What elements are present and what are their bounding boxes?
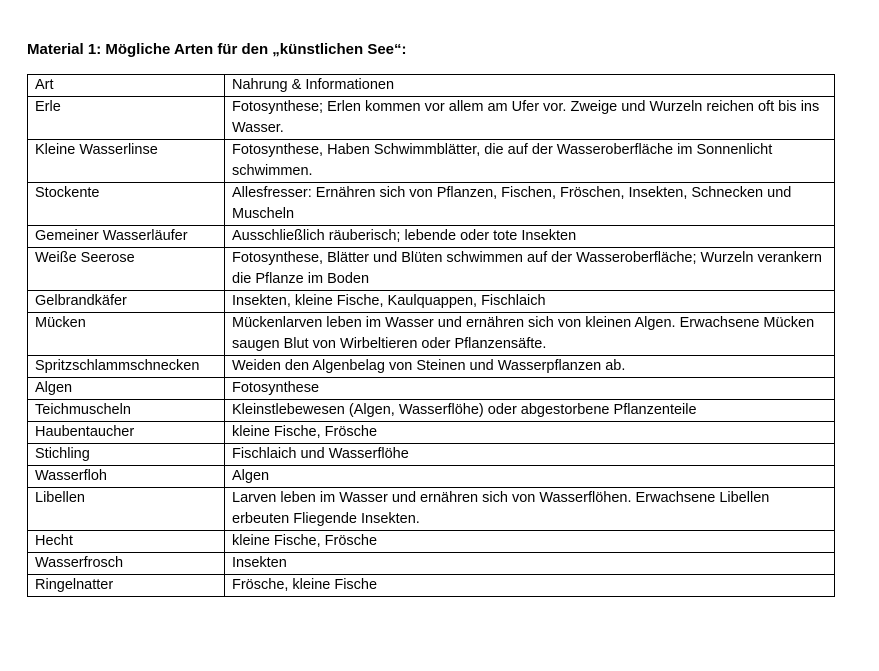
species-name: Gelbrandkäfer: [28, 291, 225, 313]
species-name: Teichmuscheln: [28, 400, 225, 422]
species-table: [27, 74, 835, 597]
table-row: [28, 531, 835, 553]
table-row: [28, 97, 835, 140]
table-row: [28, 356, 835, 378]
species-name: Stockente: [28, 183, 225, 226]
table-row: [28, 313, 835, 356]
page-title: Material 1: Mögliche Arten für den „künstlichen See“:: [27, 41, 407, 58]
species-name: Haubentaucher: [28, 422, 225, 444]
table-row: [28, 226, 835, 248]
species-info: Allesfresser: Ernähren sich von Pflanzen, Fischen, Fröschen, Insekten, Schnecken und Muscheln: [225, 183, 835, 226]
species-info: Insekten: [225, 553, 835, 575]
species-info: Larven leben im Wasser und ernähren sich von Wasserflöhen. Erwachsene Libellen erbeuten Fliegende Insekten.: [225, 488, 835, 531]
species-info: Frösche, kleine Fische: [225, 575, 835, 597]
table-row: [28, 553, 835, 575]
species-info: Kleinstlebewesen (Algen, Wasserflöhe) oder abgestorbene Pflanzenteile: [225, 400, 835, 422]
species-name: Gemeiner Wasserläufer: [28, 226, 225, 248]
species-info: Fotosynthese, Haben Schwimmblätter, die auf der Wasseroberfläche im Sonnenlicht schwimmen.: [225, 140, 835, 183]
table-row: [28, 422, 835, 444]
species-name: Mücken: [28, 313, 225, 356]
species-info: Fotosynthese: [225, 378, 835, 400]
species-info: Mückenlarven leben im Wasser und ernähren sich von kleinen Algen. Erwachsene Mücken saugen Blut von Wirbeltieren oder Pflanzensäfte.: [225, 313, 835, 356]
table-row: [28, 400, 835, 422]
column-header-info: Nahrung & Informationen: [225, 75, 835, 97]
species-name: Weiße Seerose: [28, 248, 225, 291]
species-name: Algen: [28, 378, 225, 400]
species-name: Libellen: [28, 488, 225, 531]
table-row: [28, 183, 835, 226]
species-info: Algen: [225, 466, 835, 488]
table-row: [28, 140, 835, 183]
column-header-art: Art: [28, 75, 225, 97]
table-row: [28, 466, 835, 488]
species-name: Ringelnatter: [28, 575, 225, 597]
species-info: Fotosynthese, Blätter und Blüten schwimmen auf der Wasseroberfläche; Wurzeln verankern die Pflanze im Boden: [225, 248, 835, 291]
table-row: [28, 488, 835, 531]
species-info: kleine Fische, Frösche: [225, 531, 835, 553]
table-header-row: [28, 75, 835, 97]
species-name: Stichling: [28, 444, 225, 466]
species-name: Erle: [28, 97, 225, 140]
table-row: [28, 291, 835, 313]
species-name: Wasserfrosch: [28, 553, 225, 575]
table-row: [28, 248, 835, 291]
species-info: kleine Fische, Frösche: [225, 422, 835, 444]
species-info: Ausschließlich räuberisch; lebende oder tote Insekten: [225, 226, 835, 248]
species-info: Fotosynthese; Erlen kommen vor allem am Ufer vor. Zweige und Wurzeln reichen oft bis ins Wasser.: [225, 97, 835, 140]
species-name: Hecht: [28, 531, 225, 553]
species-info: Weiden den Algenbelag von Steinen und Wasserpflanzen ab.: [225, 356, 835, 378]
table-row: [28, 444, 835, 466]
species-info: Fischlaich und Wasserflöhe: [225, 444, 835, 466]
species-name: Spritzschlammschnecken: [28, 356, 225, 378]
table-row: [28, 378, 835, 400]
species-name: Wasserfloh: [28, 466, 225, 488]
species-name: Kleine Wasserlinse: [28, 140, 225, 183]
species-info: Insekten, kleine Fische, Kaulquappen, Fischlaich: [225, 291, 835, 313]
table-row: [28, 575, 835, 597]
